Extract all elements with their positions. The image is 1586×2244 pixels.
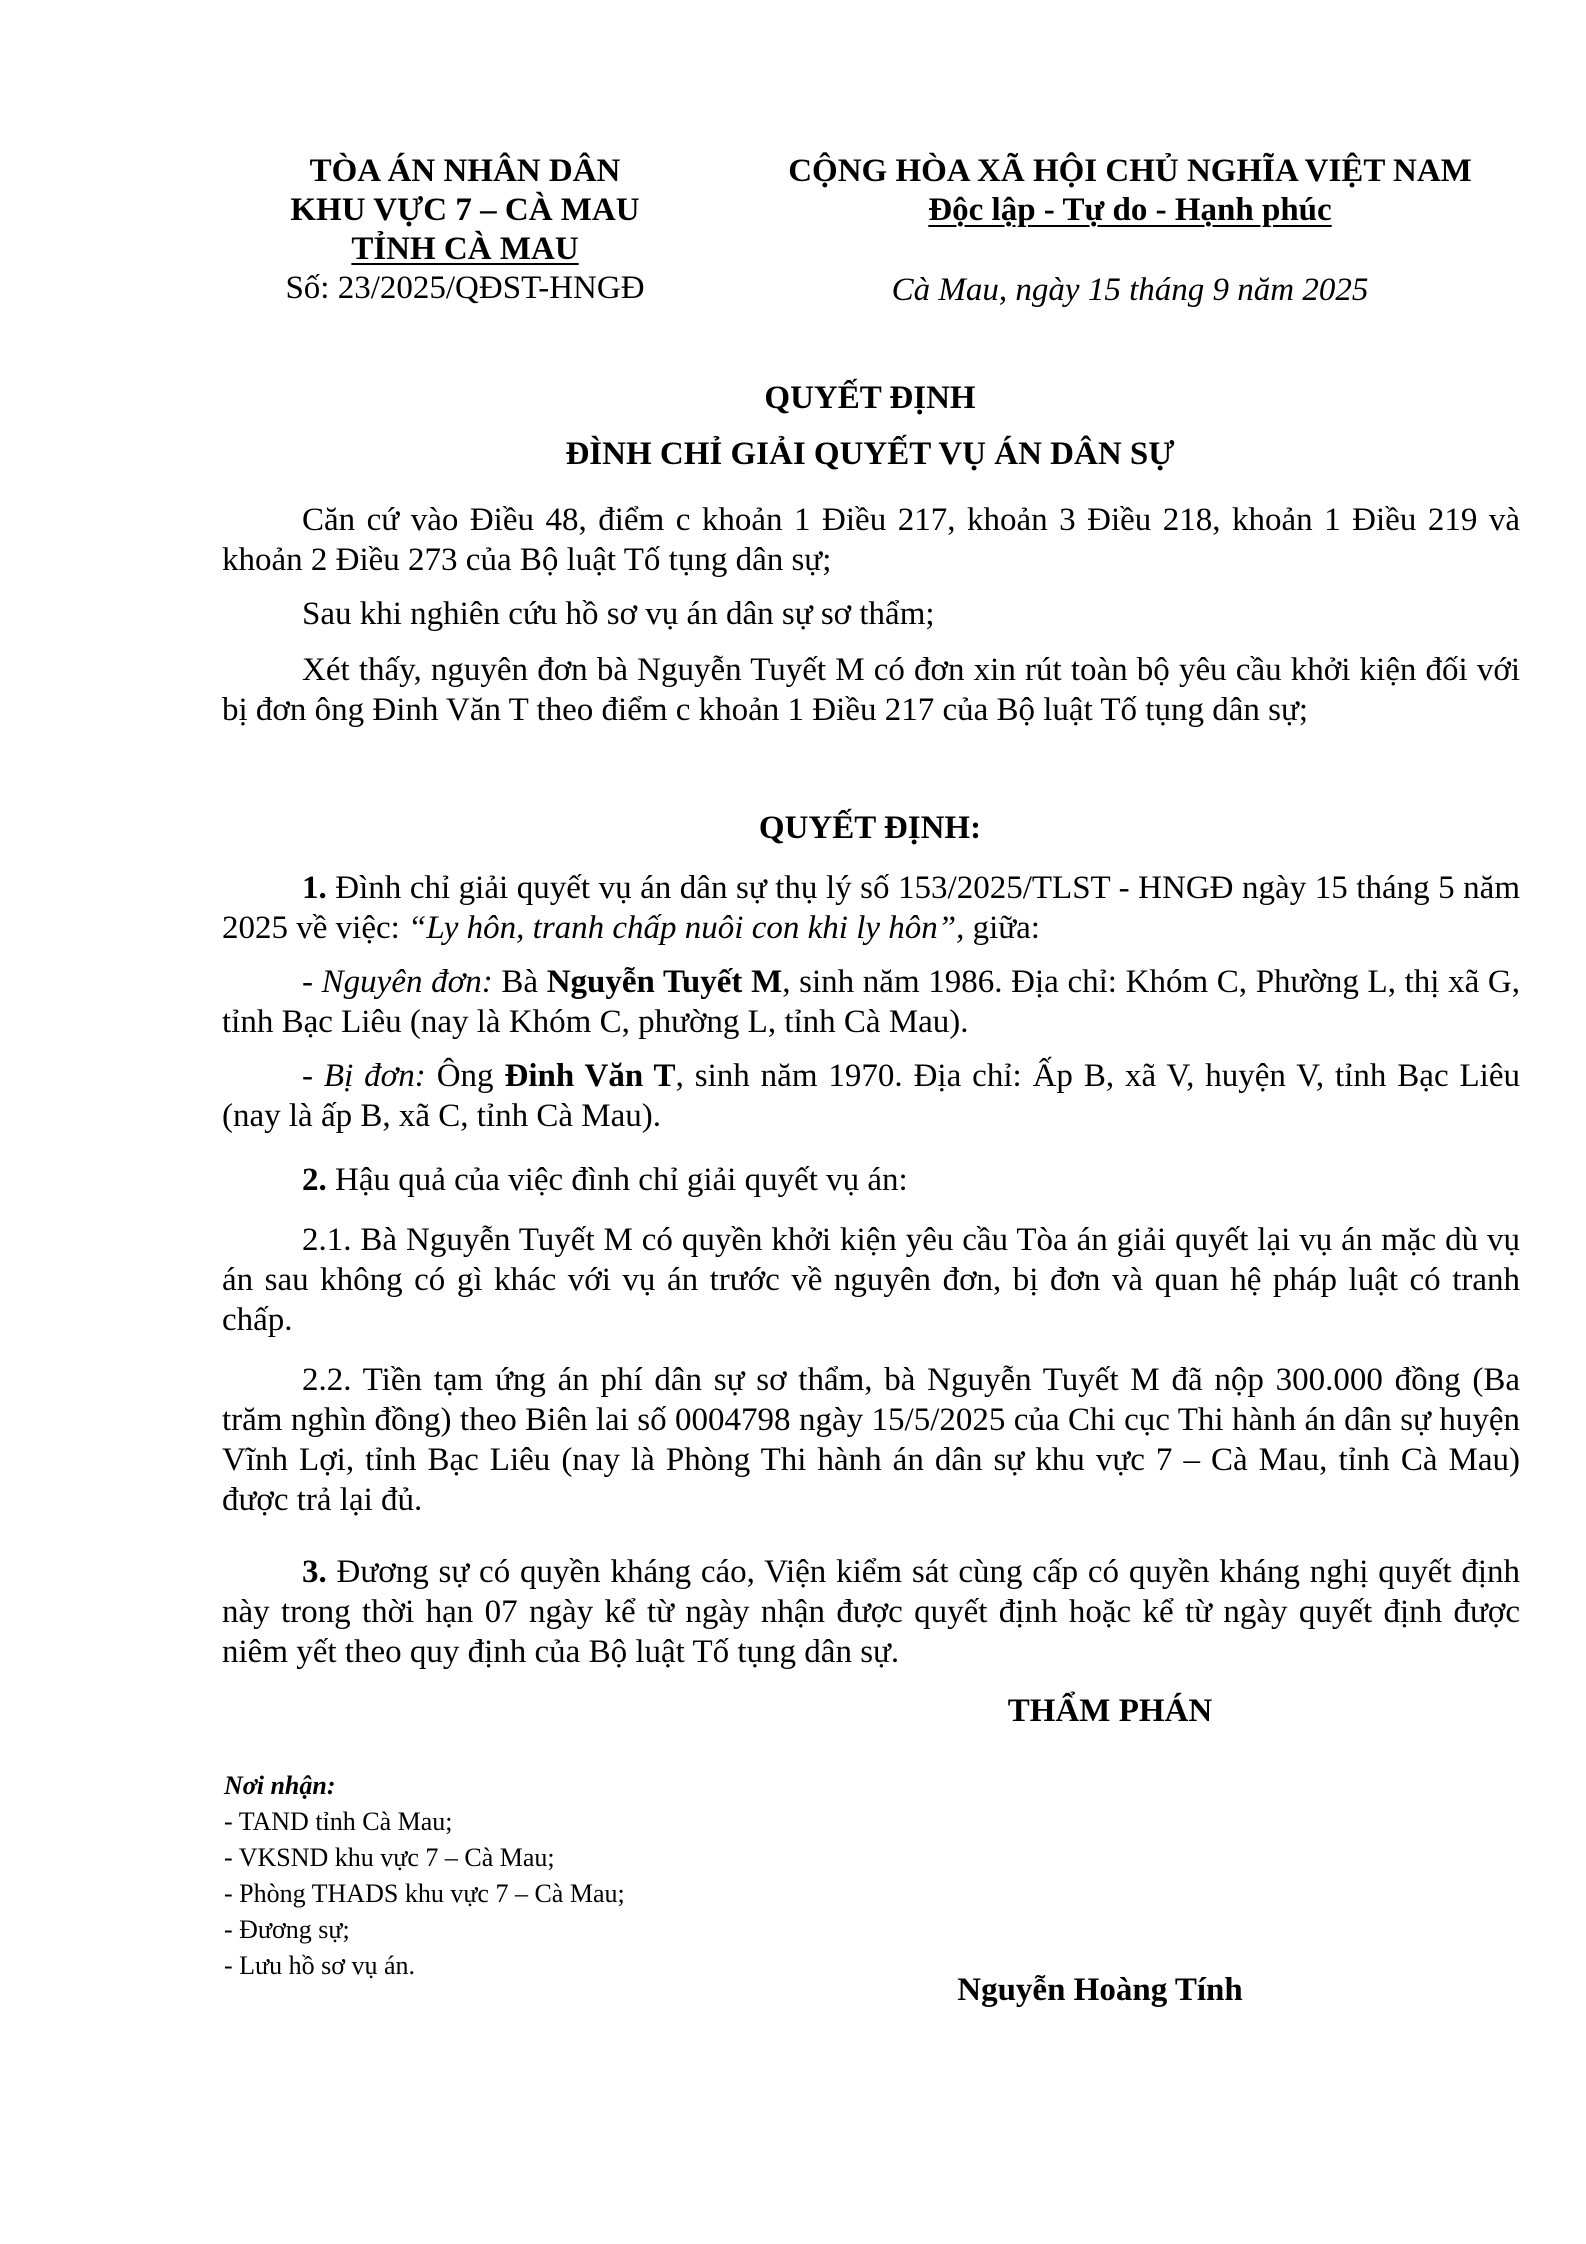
recipient-item: - VKSND khu vực 7 – Cà Mau; [224, 1843, 555, 1872]
item-number: 3. [302, 1554, 327, 1590]
plaintiff-name: Nguyễn Tuyết M [546, 964, 783, 1000]
plaintiff-info [222, 962, 1520, 1042]
item-number: 1. [302, 870, 327, 906]
recipients-heading: Nơi nhận: [224, 1771, 336, 1800]
item-number: 2. [302, 1162, 327, 1198]
preamble-legal-basis: Căn cứ vào Điều 48, điểm c khoản 1 Điều 217, khoản 3 Điều 218, khoản 1 Điều 219 và khoản 2 Điều 273 của Bộ luật Tố tụng dân sự; [222, 502, 1520, 578]
decision-item-1 [222, 868, 1520, 948]
decision-item-2-2: 2.2. Tiền tạm ứng án phí dân sự sơ thẩm, bà Nguyễn Tuyết M đã nộp 300.000 đồng (Ba trăm nghìn đồng) theo Biên lai số 0004798 ngày 15/5/2025 của Chi cục Thi hành án dân sự huyện Vĩnh Lợi, tỉnh Bạc Liêu (nay là Phòng Thi hành án dân sự khu vực 7 – Cà Mau, tỉnh Cà Mau) được trả lại đủ. [222, 1362, 1520, 1518]
court-province: TỈNH CÀ MAU [351, 231, 579, 267]
national-motto: Độc lập - Tự do - Hạnh phúc [928, 192, 1332, 228]
plaintiff-details: , sinh năm 1986. Địa chỉ: Khóm C, Phường L, thị xã G, tỉnh Bạc Liêu (nay là Khóm C, phường L, tỉnh Cà Mau). [222, 964, 1520, 1040]
decision-item-3 [222, 1552, 1520, 1672]
dash: - [302, 1058, 324, 1094]
document-number: Số: 23/2025/QĐST-HNGĐ [285, 270, 645, 306]
honorific: Ông [425, 1058, 505, 1094]
judge-name: Nguyễn Hoàng Tính [957, 1972, 1243, 2008]
court-region: KHU VỰC 7 – CÀ MAU [290, 192, 640, 228]
plaintiff-role: Nguyên đơn: [321, 964, 493, 1000]
document-date: Cà Mau, ngày 15 tháng 9 năm 2025 [891, 272, 1369, 308]
national-header [740, 152, 1520, 230]
defendant-info [222, 1056, 1520, 1136]
dash: - [302, 964, 322, 1000]
document-title: QUYẾT ĐỊNH [764, 380, 976, 416]
recipient-item: - Đương sự; [224, 1915, 350, 1944]
item-text: giữa: [964, 910, 1040, 946]
recipients-block [224, 1768, 844, 1984]
national-title: CỘNG HÒA XÃ HỘI CHỦ NGHĨA VIỆT NAM [788, 153, 1472, 189]
document-subtitle: ĐÌNH CHỈ GIẢI QUYẾT VỤ ÁN DÂN SỰ [565, 436, 1175, 472]
item-text: Đình chỉ giải quyết vụ án dân sự thụ lý số 153/2025/TLST - HNGĐ ngày 15 tháng 5 năm 2025 về việc: [222, 870, 1520, 946]
court-name: TÒA ÁN NHÂN DÂN [309, 153, 621, 189]
item-text: Hậu quả của việc đình chỉ giải quyết vụ án: [326, 1162, 908, 1198]
decision-item-2-1: 2.1. Bà Nguyễn Tuyết M có quyền khởi kiện yêu cầu Tòa án giải quyết lại vụ án mặc dù vụ án sau không có gì khác với vụ án trước về nguyên đơn, bị đơn và quan hệ pháp luật có tranh chấp. [222, 1222, 1520, 1338]
decision-item-2 [222, 1160, 1520, 1200]
defendant-details: , sinh năm 1970. Địa chỉ: Ấp B, xã V, huyện V, tỉnh Bạc Liêu (nay là ấp B, xã C, tỉnh Cà Mau). [222, 1058, 1520, 1134]
item-text: Đương sự có quyền kháng cáo, Viện kiểm sát cùng cấp có quyền kháng nghị quyết định này trong thời hạn 07 ngày kể từ ngày nhận được quyết định hoặc kể từ ngày quyết định được niêm yết theo quy định của Bộ luật Tố tụng dân sự. [222, 1554, 1520, 1670]
preamble-review: Sau khi nghiên cứu hồ sơ vụ án dân sự sơ thẩm; [302, 596, 935, 632]
judge-title: THẨM PHÁN [1007, 1693, 1213, 1729]
defendant-role: Bị đơn: [323, 1058, 426, 1094]
defendant-name: Đinh Văn T [504, 1058, 676, 1094]
recipient-item: - Lưu hồ sơ vụ án. [224, 1951, 416, 1980]
recipient-item: - TAND tỉnh Cà Mau; [224, 1807, 453, 1836]
decision-heading: QUYẾT ĐỊNH: [758, 810, 982, 846]
recipient-item: - Phòng THADS khu vực 7 – Cà Mau; [224, 1879, 625, 1908]
case-type: “Ly hôn, tranh chấp nuôi con khi ly hôn”, [408, 910, 965, 946]
court-header [230, 152, 700, 308]
honorific: Bà [492, 964, 547, 1000]
preamble-consideration: Xét thấy, nguyên đơn bà Nguyễn Tuyết M có đơn xin rút toàn bộ yêu cầu khởi kiện đối với bị đơn ông Đinh Văn T theo điểm c khoản 1 Điều 217 của Bộ luật Tố tụng dân sự; [222, 652, 1520, 728]
